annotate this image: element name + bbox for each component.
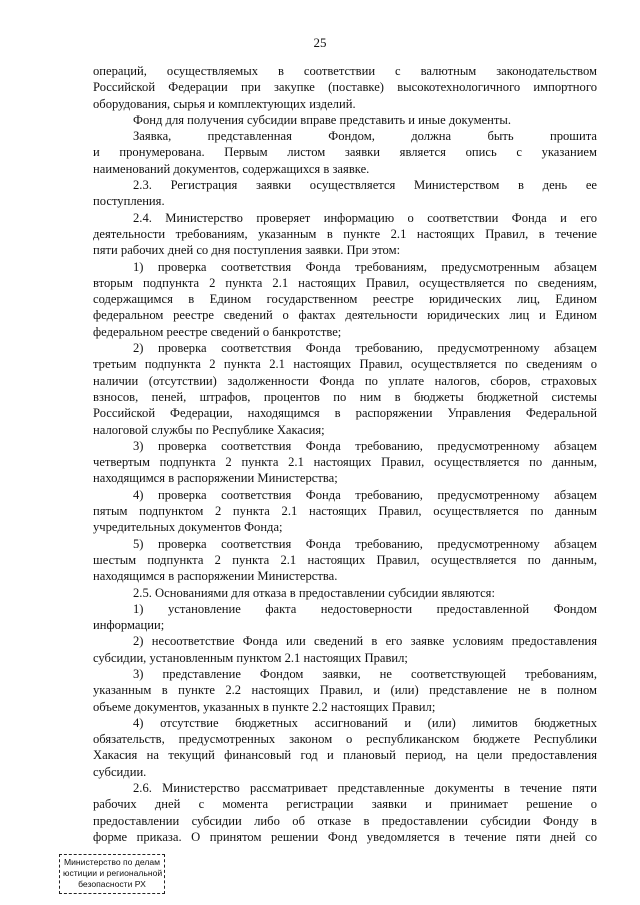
text-line: 4) проверка соответствия Фонда требованию, предусмотренному абзацем: [133, 487, 597, 502]
text-line: взносов, пеней, штрафов, процентов по ним в бюджеты бюджетной системы: [93, 389, 597, 404]
text-line: вторым подпункта 2 пункта 2.1 настоящих Правил, осуществляется по сведениям,: [93, 275, 597, 290]
text-line: деятельности требованиям, указанным в пункте 2.1 настоящих Правил, в течение: [93, 226, 597, 241]
text-line: объеме документов, указанных в пункте 2.2 настоящих Правил;: [93, 699, 436, 714]
text-line: 3) представление Фондом заявки, не соответствующей требованиям,: [133, 666, 597, 681]
text-line: третьим подпункта 2 пункта 2.1 настоящих Правил, осуществляется по сведениям о: [93, 357, 597, 372]
text-line: поступления.: [93, 194, 165, 209]
text-line: пяти рабочих дней со дня поступления заявки. При этом:: [93, 243, 401, 258]
text-line: субсидии, установленным пунктом 2.1 настоящих Правил;: [93, 650, 408, 665]
text-line: 2.5. Основаниями для отказа в предоставлении субсидии являются:: [133, 585, 495, 600]
text-line: учредительных документов Фонда;: [93, 520, 283, 535]
stamp-line: безопасности РХ: [78, 879, 146, 889]
text-line: и пронумерована. Первым листом заявки является опись с указанием: [93, 145, 597, 160]
page-number: 25: [313, 35, 327, 50]
text-line: субсидии.: [93, 764, 147, 779]
text-line: наименований документов, содержащихся в заявке.: [93, 161, 370, 176]
text-line: наличии (отсутствии) задолженности Фонда по уплате налогов, сборов, страховых: [93, 373, 597, 388]
registration-stamp: [59, 854, 165, 894]
text-line: содержащимся в Едином государственном реестре юридических лиц, Едином: [93, 292, 597, 307]
text-line: налоговой службы по Республике Хакасия;: [93, 422, 325, 437]
text-line: находящимся в распоряжении Министерства;: [93, 471, 338, 486]
text-line: 2.6. Министерство рассматривает представленные документы в течение пяти: [133, 781, 597, 796]
text-line: Российской Федерации при закупке (поставке) высокотехнологичного импортного: [93, 80, 597, 95]
text-line: федеральном реестре сведений о банкротстве;: [93, 324, 342, 339]
text-line: 2) проверка соответствия Фонда требованию, предусмотренному абзацем: [133, 341, 597, 356]
stamp-line: юстиции и региональной: [63, 868, 163, 878]
text-line: 1) установление факта недостоверности предоставленной Фондом: [133, 601, 597, 616]
text-line: обязательств, предусмотренных законом о республиканском бюджете Республики: [93, 732, 597, 747]
text-line: информации;: [93, 618, 165, 633]
text-line: 2.3. Регистрация заявки осуществляется Министерством в день ее: [133, 178, 597, 193]
document-body: [93, 63, 597, 845]
text-line: Фонд для получения субсидии вправе представить и иные документы.: [133, 112, 512, 127]
text-line: предоставлении субсидии либо об отказе в предоставлении субсидии Фонду в: [93, 813, 597, 828]
text-line: Российской Федерации, находящимся в распоряжении Управления Федеральной: [93, 406, 597, 421]
text-line: федеральном реестре сведений о фактах деятельности юридических лиц и Едином: [93, 308, 597, 323]
text-line: Хакасия на текущий финансовый год и плановый период, на цели предоставления: [93, 748, 597, 763]
stamp-line: Министерство по делам: [63, 857, 161, 867]
text-line: шестым подпункта 2 пункта 2.1 настоящих Правил, осуществляется по данным,: [93, 552, 597, 567]
text-line: форме приказа. О принятом решении Фонд уведомляется в течение пяти дней со: [93, 829, 597, 844]
text-line: 2.4. Министерство проверяет информацию о соответствии Фонда и его: [133, 210, 597, 225]
text-line: 4) отсутствие бюджетных ассигнований и (или) лимитов бюджетных: [133, 715, 597, 730]
text-line: находящимся в распоряжении Министерства.: [93, 569, 338, 584]
text-line: 1) проверка соответствия Фонда требованиям, предусмотренным абзацем: [133, 259, 597, 274]
text-line: пятым подпунктом 2 пункта 2.1 настоящих Правил, осуществляется по данным: [93, 504, 597, 519]
text-line: операций, осуществляемых в соответствии с валютным законодательством: [93, 64, 597, 78]
text-line: 3) проверка соответствия Фонда требованию, предусмотренному абзацем: [133, 438, 597, 453]
text-line: рабочих дней с момента регистрации заявки и принимает решение о: [93, 797, 597, 812]
text-line: указанным в пункте 2.2 настоящих Правил, и (или) представление не в полном: [93, 683, 597, 698]
text-line: Заявка, представленная Фондом, должна быть прошита: [133, 129, 597, 144]
text-line: 2) несоответствие Фонда или сведений в его заявке условиям предоставления: [133, 634, 597, 649]
text-line: 5) проверка соответствия Фонда требованию, предусмотренному абзацем: [133, 536, 597, 551]
text-line: четвертым подпункта 2 пункта 2.1 настоящих Правил, осуществляется по данным,: [93, 455, 597, 470]
text-line: оборудования, сырья и комплектующих изделий.: [93, 96, 356, 111]
